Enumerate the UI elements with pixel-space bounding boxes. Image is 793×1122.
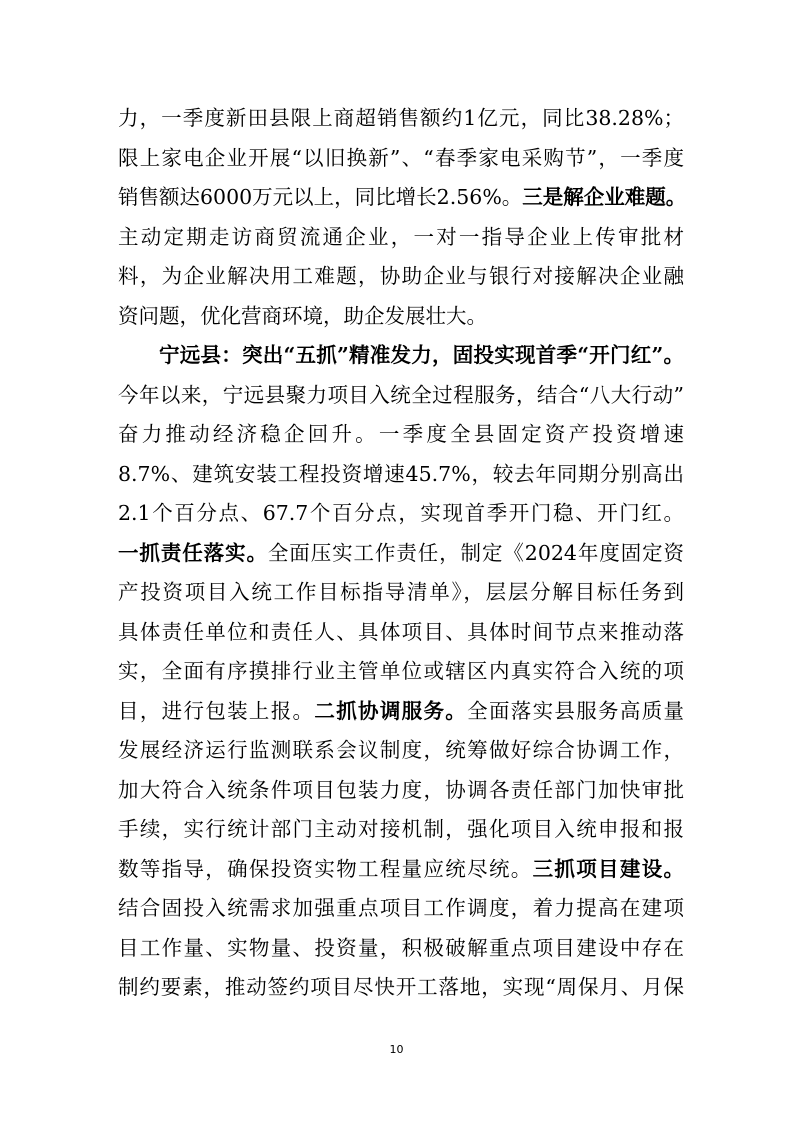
text-run: 今年以来，宁远县聚力项目入统全过程服务，结合“八大行动” [118,382,684,407]
text-run: 8.7%、建筑安装工程投资增速45.7%，较去年同期分别高出 [118,461,684,486]
text-line [118,494,684,534]
text-line [118,99,684,139]
text-run: 限上家电企业开展“以旧换新”、“春季家电采购节”，一季度 [118,145,684,170]
text-run: 具体责任单位和责任人、具体项目、具体时间节点来推动落 [118,619,684,644]
text-run: 手续，实行统计部门主动对接机制，强化项目入统申报和报 [118,817,684,841]
bold-heading-run: 二抓协调服务。 [314,698,468,723]
text-run: 产投资项目入统工作目标指导清单》，层层分解目标任务到 [118,580,684,604]
text-run: 实，全面有序摸排行业主管单位或辖区内真实符合入统的项 [118,659,684,683]
text-run: 制约要素，推动签约项目尽快开工落地，实现“周保月、月保 [118,975,684,999]
text-run: 资问题，优化营商环境，助企发展壮大。 [118,303,487,328]
text-line [118,415,684,455]
text-run: 数等指导，确保投资实物工程量应统尽统。 [118,856,533,881]
text-line [118,297,684,337]
text-line [118,850,684,890]
text-line [118,810,684,850]
text-line [118,178,687,218]
text-run: 发展经济运行监测联系会议制度，统筹做好综合协调工作， [118,738,684,762]
text-run: 料，为企业解决用工难题，协助企业与银行对接解决企业融 [118,264,684,288]
text-line [118,731,684,771]
text-line [118,218,684,258]
text-run: 全面压实工作责任，制定《2024年度固定资 [267,540,685,565]
text-run: 力，一季度新田县限上商超销售额约1亿元，同比38.28%； [118,106,684,130]
body-text [118,99,687,1008]
text-line [118,889,684,929]
text-run: 2.1个百分点、67.7个百分点，实现首季开门稳、开门红。 [118,501,684,525]
text-run: 主动定期走访商贸流通企业，一对一指导企业上传审批材 [118,224,684,249]
bold-heading-run: 三抓项目建设。 [532,856,685,881]
text-run: 结合固投入统需求加强重点项目工作调度，着力提高在建项 [118,896,684,920]
page-number: 10 [389,1043,404,1056]
bold-heading-run: 三是解企业难题。 [522,185,687,209]
text-line [118,139,684,179]
text-run: 加大符合入统条件项目包装力度，协调各责任部门加快审批 [118,777,684,802]
paragraph-heading-line [118,336,684,376]
text-run: 全面落实县服务高质量 [467,698,685,723]
text-line [118,455,684,495]
text-line [118,376,684,416]
text-line [118,968,684,1008]
text-line [118,534,684,574]
paragraph-heading: 宁远县：突出“五抓”精准发力，固投实现首季“开门红”。 [159,343,684,367]
text-line [118,771,684,811]
text-run: 目工作量、实物量、投资量，积极破解重点项目建设中存在 [118,935,684,960]
text-line [118,692,684,732]
text-run: 销售额达6000万元以上，同比增长2.56%。 [118,185,523,209]
text-run: 奋力推动经济稳企回升。一季度全县固定资产投资增速 [118,422,684,446]
text-line [118,257,684,297]
text-line [118,613,684,653]
text-line [118,573,684,613]
text-run: 目，进行包装上报。 [118,698,315,723]
text-line [118,929,684,969]
text-line [118,652,684,692]
bold-heading-run: 一抓责任落实。 [118,540,268,565]
